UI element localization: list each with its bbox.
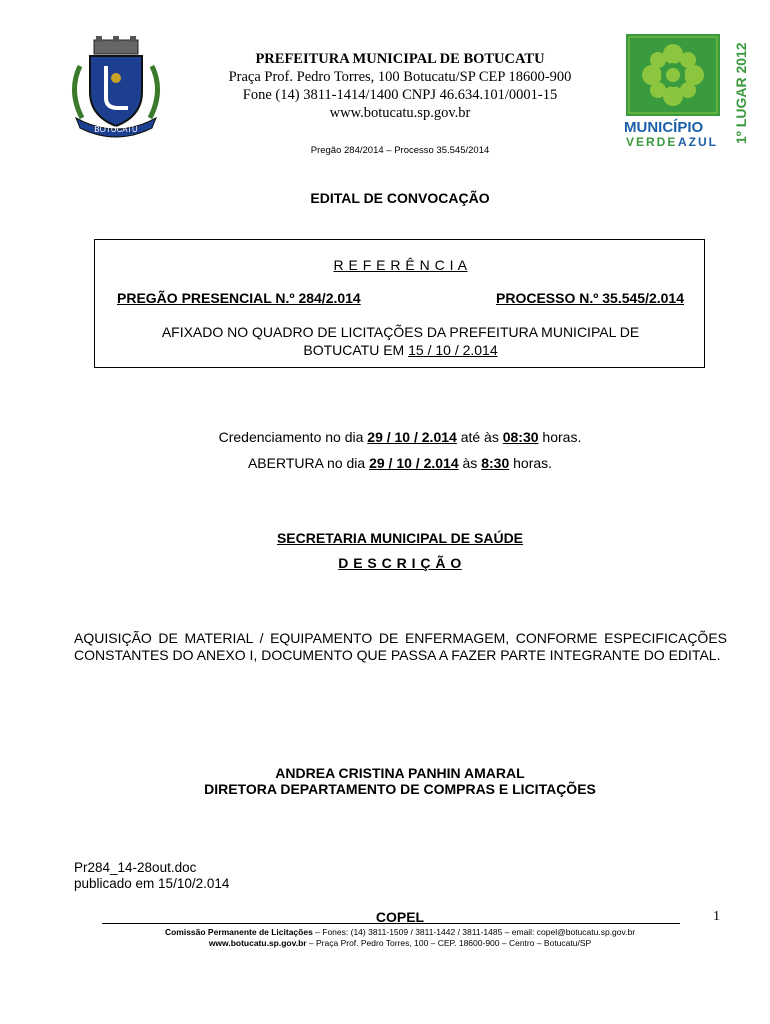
signatory-name: ANDREA CRISTINA PANHIN AMARAL <box>275 765 525 781</box>
footer-address: – Praça Prof. Pedro Torres, 100 – CEP. 18600-900 – Centro – Botucatu/SP <box>306 938 592 948</box>
file-info <box>74 860 229 892</box>
credenciamento-time: 08:30 <box>502 429 539 445</box>
header-title: PREFEITURA MUNICIPAL DE BOTUCATU <box>255 51 545 67</box>
footer-website: www.botucatu.sp.gov.br <box>208 938 307 948</box>
afixado-line1: AFIXADO NO QUADRO DE LICITAÇÕES DA PREFEITURA MUNICIPAL DE <box>161 324 640 340</box>
footer-line1 <box>0 927 770 937</box>
abertura-time: 8:30 <box>481 455 510 471</box>
published-date: publicado em 15/10/2.014 <box>74 876 230 891</box>
credenciamento-prefix: Credenciamento no dia <box>218 429 368 445</box>
secretaria-heading: SECRETARIA MUNICIPAL DE SAÚDE <box>276 530 524 546</box>
badge-verde-text: VERDE <box>626 135 678 149</box>
pregao-number: PREGÃO PRESENCIAL N.º 284/2.014 <box>117 290 361 306</box>
page-number: 1 <box>713 909 720 924</box>
afixado-notice <box>95 323 706 359</box>
abertura-suffix: horas. <box>509 455 553 471</box>
header-process-reference: Pregão 284/2014 – Processo 35.545/2014 <box>310 145 490 156</box>
crest-ribbon-text: BOTUCATU <box>94 125 138 134</box>
footer-divider <box>102 923 680 924</box>
descricao-heading: D E S C R I Ç Ã O <box>338 555 462 571</box>
signatory-title: DIRETORA DEPARTAMENTO DE COMPRAS E LICITAÇÕES <box>204 781 596 797</box>
afixado-line2 <box>95 341 706 359</box>
document-heading: EDITAL DE CONVOCAÇÃO <box>310 190 490 206</box>
header-address: Praça Prof. Pedro Torres, 100 Botucatu/SP CEP 18600-900 <box>228 69 572 85</box>
descricao-text: AQUISIÇÃO DE MATERIAL / EQUIPAMENTO DE ENFERMAGEM, CONFORME ESPECIFICAÇÕES CONSTANTES DO ANEXO I, DOCUMENTO QUE PASSA A FAZER PARTE INTEGRANTE DO EDITAL. <box>74 630 727 663</box>
abertura-prefix: ABERTURA no dia <box>247 455 370 471</box>
footer-line2 <box>0 938 770 948</box>
afixado-line2-prefix: BOTUCATU EM <box>303 342 409 358</box>
abertura-middle: às <box>458 455 482 471</box>
footer-copel: COPEL <box>375 909 425 925</box>
credenciamento-suffix: horas. <box>538 429 582 445</box>
reference-box <box>94 239 705 368</box>
badge-side-text: 1º LUGAR 2012 <box>733 42 749 144</box>
footer-contacts: – Fones: (14) 3811-1509 / 3811-1442 / 3811-1485 – email: copel@botucatu.sp.gov.br <box>312 927 636 937</box>
municipio-verde-azul-badge <box>620 32 752 152</box>
header-website: www.botucatu.sp.gov.br <box>329 105 471 121</box>
abertura-date: 29 / 10 / 2.014 <box>369 455 459 471</box>
processo-number: PROCESSO N.º 35.545/2.014 <box>496 290 684 306</box>
badge-azul-text: AZUL <box>678 135 718 149</box>
header-phone: Fone (14) 3811-1414/1400 CNPJ 46.634.101/0001-15 <box>242 87 558 103</box>
credenciamento-date: 29 / 10 / 2.014 <box>367 429 457 445</box>
abertura-line <box>0 455 770 471</box>
footer-commission-name: Comissão Permanente de Licitações <box>164 927 313 937</box>
afixado-date: 15 / 10 / 2.014 <box>408 342 498 358</box>
credenciamento-middle: até às <box>456 429 503 445</box>
botucatu-crest-logo <box>66 36 166 138</box>
reference-heading: R E F E R Ê N C I A <box>333 257 468 273</box>
badge-municipio-text: MUNICÍPIO <box>624 119 704 136</box>
file-name: Pr284_14-28out.doc <box>74 860 197 875</box>
credenciamento-line <box>0 429 770 445</box>
